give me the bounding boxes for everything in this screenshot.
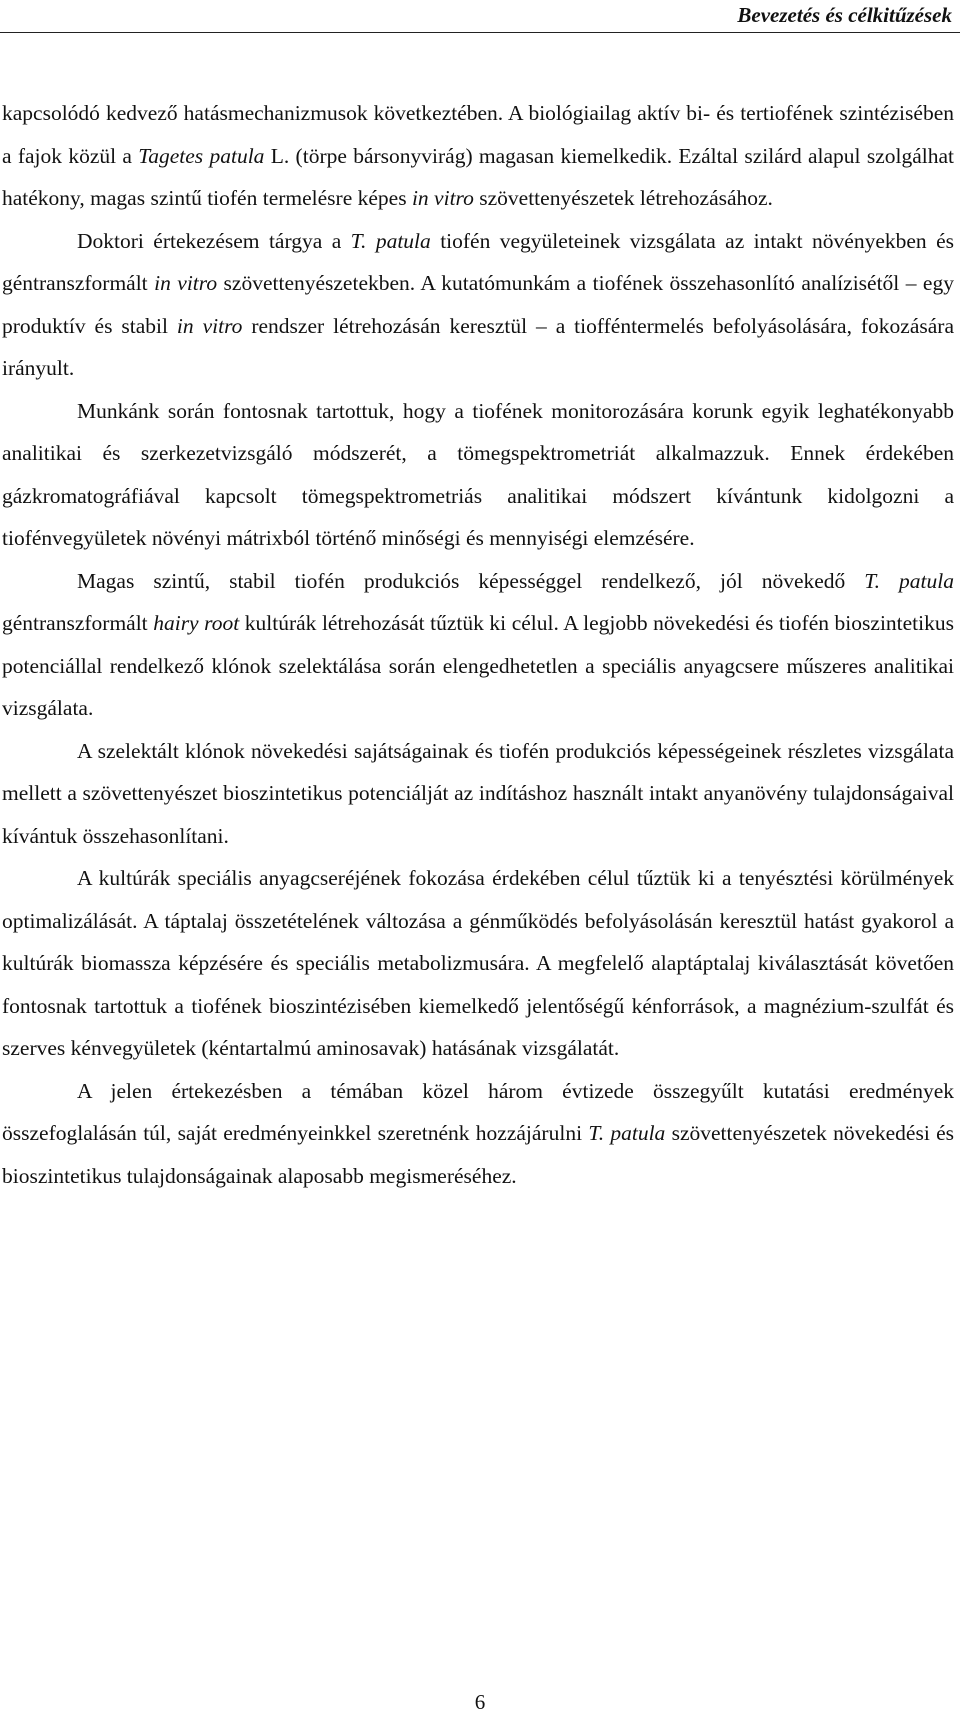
text-run: géntranszformált: [2, 611, 154, 635]
text-run: kapcsolódó kedvező hatásmechanizmusok következtében. A biológiailag aktív bi- és tertiofének szintézisében a fajok közül a: [2, 101, 954, 168]
text-run: szövettenyészetek növekedési és bioszintetikus tulajdonságainak alaposabb megismeréséhez.: [2, 1121, 955, 1188]
italic-term: in vitro: [154, 271, 218, 295]
paragraph: [2, 857, 954, 1070]
text-run: rendszer létrehozásán keresztül – a tiofféntermelés befolyásolására, fokozására irányult.: [2, 313, 954, 380]
text-run: A kultúrák speciális anyagcseréjének fokozása érdekében célul tűztük ki a tenyésztési körülmények optimalizálását. A táptalaj összetételének változása a génműködés befolyásolásán keresztül hatást gyakorol a kultúrák biomassza képzésére és speciális metabolizmusára. A megfelelő alaptáptalaj kiválasztását követően fontosnak tartottuk a tiofének bioszintézisében kiemelkedő jelentőségű kénforrások, a magnézium-szulfát és szerves kénvegyületek (kéntartalmú aminosavak) hatásának vizsgálatát.: [2, 866, 954, 1060]
italic-term: hairy root: [153, 611, 240, 635]
paragraph: [2, 220, 954, 390]
text-run: szövettenyészetek létrehozásához.: [473, 186, 773, 210]
text-run: Magas szintű, stabil tiofén produkciós képességgel rendelkező, jól növekedő: [77, 568, 865, 593]
paragraph: [2, 390, 954, 560]
text-run: kultúrák létrehozását tűztük ki célul. A legjobb növekedési és tiofén bioszintetikus potenciállal rendelkező klónok szelektálása során elengedhetetlen a speciális anyagcsere műszeres analitikai vizsgálata.: [2, 611, 954, 720]
paragraph: [2, 560, 954, 730]
italic-term: T. patula: [588, 1121, 666, 1145]
text-run: L. (törpe bársonyvirág) magasan kiemelkedik. Ezáltal szilárd alapul szolgálhat hatékony, magas szintű tiofén termelésre képes: [2, 143, 955, 210]
header-rule: [0, 32, 960, 33]
text-run: szövettenyészetekben. A kutatómunkám a tiofének összehasonlító analízisétől – egy produktív és stabil: [2, 271, 954, 338]
italic-term: T. patula: [864, 568, 954, 593]
italic-term: T. patula: [350, 228, 431, 253]
paragraph: [2, 1070, 954, 1198]
text-run: A jelen értekezésben a témában közel három évtizede összegyűlt kutatási eredmények összefoglalásán túl, saját eredményeinkkel szeretnénk hozzájárulni: [2, 1078, 954, 1145]
text-run: Doktori értekezésem tárgya a: [77, 228, 351, 253]
text-run: A szelektált klónok növekedési sajátságainak és tiofén produkciós képességeinek részletes vizsgálata mellett a szövettenyészet bioszintetikus potenciálját az indításhoz használt intakt anyanövény tulajdonságaival kívántuk összehasonlítani.: [2, 738, 954, 848]
italic-term: in vitro: [176, 313, 243, 338]
text-run: tiofén vegyületeinek vizsgálata az intakt növényekben és géntranszformált: [2, 228, 954, 295]
paragraph: [2, 730, 954, 858]
italic-term: Tagetes patula: [138, 143, 265, 168]
paragraph: [2, 92, 954, 220]
italic-term: in vitro: [411, 186, 474, 210]
text-run: Munkánk során fontosnak tartottuk, hogy a tiofének monitorozására korunk egyik leghatékonyabb analitikai és szerkezetvizsgáló módszerét, a tömegspektrometriát alkalmazzuk. Ennek érdekében gázkromatográfiával kapcsolt tömegspektrometriás analitikai módszert kívántunk kidolgozni a tiofénvegyületek növényi mátrixból történő minőségi és mennyiségi elemzésére.: [2, 398, 954, 550]
page-number: 6: [474, 1690, 486, 1714]
body-text: [2, 92, 954, 1197]
running-header: Bevezetés és célkitűzések: [737, 3, 952, 27]
